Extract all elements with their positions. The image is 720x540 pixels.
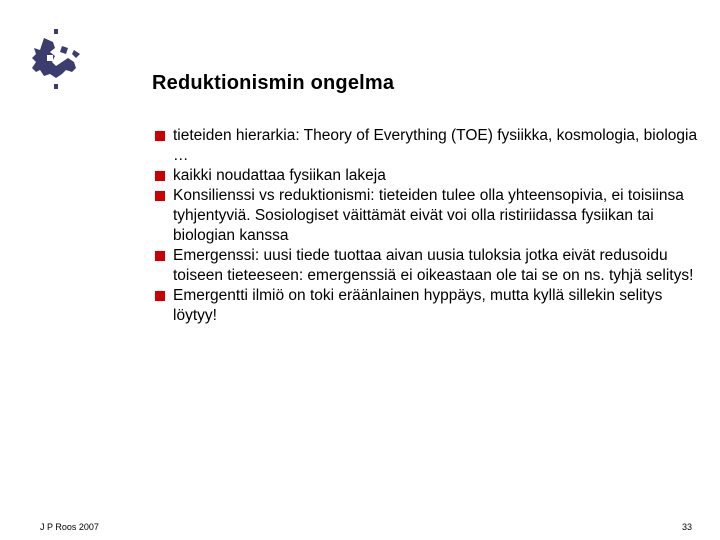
page-number: 33 <box>681 522 692 532</box>
slide-title: Reduktionismin ongelma <box>152 72 395 94</box>
bullet-item <box>155 186 700 246</box>
bullet-square-icon <box>155 171 165 181</box>
bullet-square-icon <box>155 251 165 261</box>
footer-author: J P Roos 2007 <box>40 522 99 532</box>
bullet-list <box>155 126 700 326</box>
bullet-text: Emergentti ilmiö on toki eräänlainen hyppäys, mutta kyllä sillekin selitys löytyy! <box>173 287 663 324</box>
bullet-square-icon <box>155 131 165 141</box>
bullet-text: Emergenssi: uusi tiede tuottaa aivan uusia tuloksia jotka eivät redusoidu toiseen tieteeseen: emergenssiä ei oikeastaan ole tai se on ns. tyhjä selitys! <box>173 247 694 284</box>
bullet-item <box>155 126 700 166</box>
bullet-square-icon <box>155 191 165 201</box>
bullet-text: kaikki noudattaa fysiikan lakeja <box>173 167 386 184</box>
bullet-text: Konsilienssi vs reduktionismi: tieteiden tulee olla yhteensopivia, ei toisiinsa tyhjentyviä. Sosiologiset väittämät eivät voi olla ristiriidassa fysiikan tai biologian kanssa <box>173 187 684 244</box>
bullet-square-icon <box>155 291 165 301</box>
bullet-item <box>155 286 700 326</box>
bullet-text: tieteiden hierarkia: Theory of Everything (TOE) fysiikka, kosmologia, biologia … <box>173 127 698 164</box>
university-logo-icon <box>22 28 90 96</box>
bullet-item <box>155 166 700 186</box>
bullet-item <box>155 246 700 286</box>
